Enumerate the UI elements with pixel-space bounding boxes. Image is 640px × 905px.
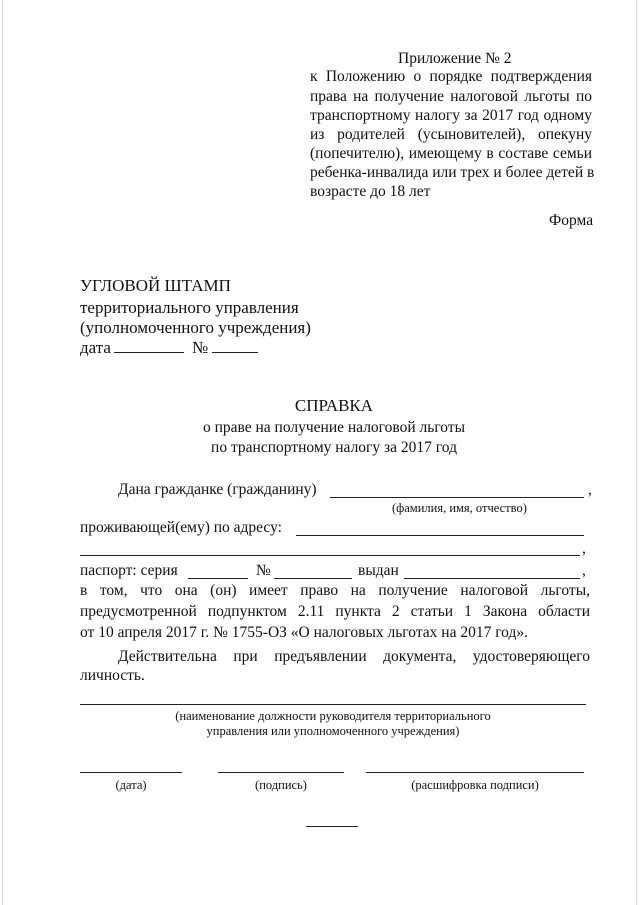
date-caption: (дата) (115, 778, 147, 792)
appendix-title: Приложение № 2 (398, 50, 512, 67)
appendix-line: возрасте до 18 лет (310, 183, 431, 200)
position-caption: (наименование должности руководителя территориального (175, 709, 491, 723)
decode-caption: (расшифровка подписи) (411, 778, 539, 792)
appendix-line: права на получение налоговой льготы по (310, 88, 592, 105)
passport-issued-label: выдан (358, 562, 399, 579)
signature-line[interactable] (218, 772, 344, 773)
given-to-label: Дана гражданке (гражданину) (118, 481, 317, 498)
doc-subtitle: по транспортному налогу за 2017 год (211, 439, 457, 456)
fio-comma: , (588, 481, 592, 498)
address-label: проживающей(ему) по адресу: (80, 519, 282, 536)
validity-line: личность. (80, 667, 145, 684)
doc-subtitle: о праве на получение налоговой льготы (202, 419, 466, 436)
stamp-date-label: дата (80, 338, 111, 357)
fio-line[interactable] (330, 497, 584, 498)
stamp-number-label: № (192, 338, 209, 357)
stamp-date-line[interactable] (114, 352, 184, 353)
passport-series-line[interactable] (188, 578, 248, 579)
stamp-number-line[interactable] (212, 352, 258, 353)
validity-line: Действительна при предъявлении документа, удостоверяющего (118, 648, 590, 665)
body-paragraph-line: от 10 апреля 2017 г. № 1755-ОЗ «О налоговых льготах на 2017 год». (80, 624, 528, 641)
passport-series-label: паспорт: серия (80, 562, 178, 579)
body-paragraph-line: предусмотренной подпунктом 2.11 пункта 2 статьи 1 Закона области (80, 603, 590, 620)
passport-issued-line[interactable] (404, 578, 580, 579)
address-line[interactable] (296, 535, 584, 536)
signature-caption: (подпись) (255, 778, 307, 792)
fio-caption: (фамилия, имя, отчество) (392, 501, 527, 515)
form-label: Форма (549, 212, 594, 229)
appendix-line: к Положению о порядке подтверждения (310, 68, 592, 85)
appendix-line: транспортному налогу за 2017 год одному (310, 107, 592, 124)
decode-line[interactable] (366, 772, 584, 773)
stamp-line: (уполномоченного учреждения) (80, 318, 311, 337)
passport-comma: , (582, 562, 586, 579)
position-line[interactable] (80, 704, 586, 705)
stamp-title: УГЛОВОЙ ШТАМП (80, 276, 231, 295)
end-separator (306, 826, 358, 827)
doc-title: СПРАВКА (294, 396, 374, 415)
appendix-line: ребенка-инвалида или трех и более детей в (310, 164, 595, 181)
stamp-line: территориального управления (80, 298, 299, 317)
passport-number-label: № (256, 562, 271, 579)
passport-number-line[interactable] (274, 578, 352, 579)
position-caption: управления или уполномоченного учреждения) (206, 724, 460, 738)
address-line-2[interactable] (80, 555, 580, 556)
date-sign-line[interactable] (80, 772, 182, 773)
appendix-line: (попечителю), имеющему в составе семьи (310, 145, 592, 162)
body-paragraph-line: в том, что она (он) имеет право на получение налоговой льготы, (80, 582, 590, 599)
address-comma: , (582, 540, 586, 557)
appendix-line: из родителей (усыновителей), опекуну (310, 126, 592, 143)
